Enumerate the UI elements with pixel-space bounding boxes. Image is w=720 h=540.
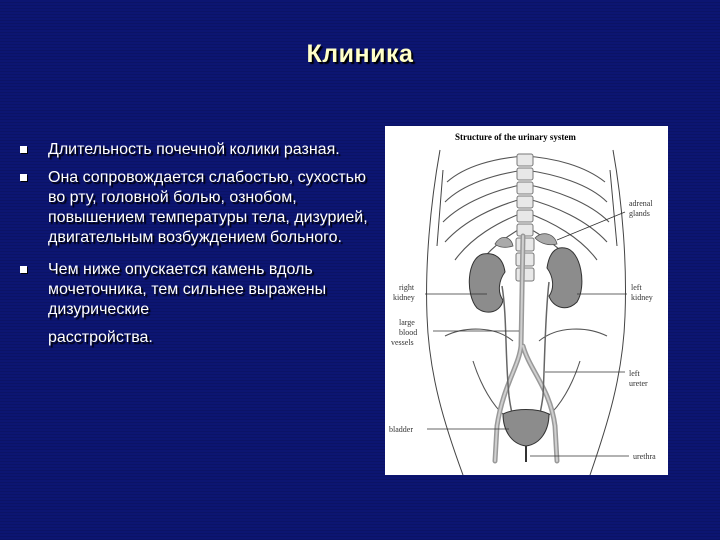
square-bullet-icon bbox=[20, 174, 27, 181]
slide-title: Клиника bbox=[306, 40, 414, 68]
vessels-label-line2: blood bbox=[399, 328, 418, 337]
right-kidney-label-line1: right bbox=[399, 283, 415, 292]
right-kidney bbox=[469, 254, 505, 313]
ureter-label-line1: left bbox=[629, 369, 640, 378]
bullet-item bbox=[18, 260, 370, 348]
left-kidney-label-line1: left bbox=[631, 283, 642, 292]
vessels-label-line1: large bbox=[399, 318, 415, 327]
pelvis bbox=[445, 329, 607, 416]
bullet-list bbox=[18, 140, 370, 356]
square-bullet-icon bbox=[20, 266, 27, 273]
left-kidney bbox=[547, 248, 582, 308]
bladder bbox=[503, 410, 549, 447]
right-kidney-label-line2: kidney bbox=[393, 293, 415, 302]
diagram-title: Structure of the urinary system bbox=[455, 132, 576, 142]
bullet-text: Длительность почечной колики разная. bbox=[48, 141, 340, 158]
bullet-item bbox=[18, 168, 370, 248]
bullet-text: Чем ниже опускается камень вдоль мочеточника, тем сильнее выражены дизурические bbox=[48, 261, 327, 318]
left-kidney-label-line2: kidney bbox=[631, 293, 653, 302]
bladder-label: bladder bbox=[389, 425, 413, 434]
ureter-label-line2: ureter bbox=[629, 379, 648, 388]
bullet-text-continuation: расстройства. bbox=[48, 329, 153, 346]
urethra-label: urethra bbox=[633, 452, 656, 461]
adrenal-label-line2: glands bbox=[629, 209, 650, 218]
bullet-item bbox=[18, 140, 370, 160]
bullet-text: Она сопровождается слабостью, сухостью во рту, головной болью, ознобом, повышением температуры тела, дизурией, двигательным возбуждением больного. bbox=[48, 169, 368, 246]
urinary-system-diagram bbox=[385, 126, 668, 475]
vessels-label-line3: vessels bbox=[391, 338, 414, 347]
square-bullet-icon bbox=[20, 146, 27, 153]
adrenal-label-line1: adrenal bbox=[629, 199, 653, 208]
